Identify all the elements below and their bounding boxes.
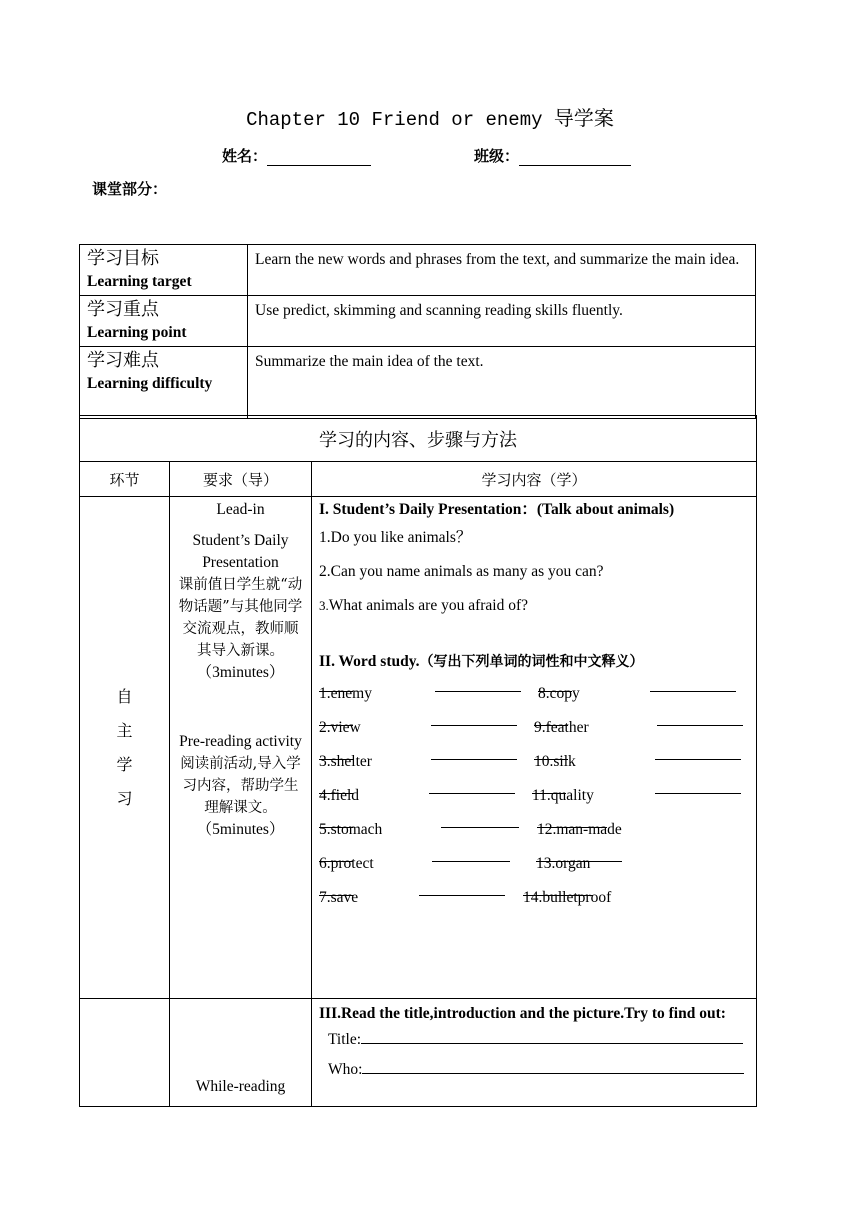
page-title: Chapter 10 Friend or enemy 导学案 <box>246 106 614 131</box>
header-content: 学习内容（学） <box>312 462 757 497</box>
name-field <box>222 145 371 166</box>
name-blank[interactable] <box>267 149 371 166</box>
objective-text: Summarize the main idea of the text. <box>248 347 756 419</box>
section-label: 课堂部分： <box>92 180 168 198</box>
who-field: Who: <box>319 1055 749 1085</box>
leadin-desc: 课前值日学生就“动物话题”与其他同学交流观点，教师顺其导入新课。 <box>178 577 303 659</box>
content-heading: 学习的内容、步骤与方法 <box>80 416 757 462</box>
word-blank[interactable] <box>655 745 741 760</box>
word-blank[interactable] <box>441 813 519 828</box>
word-row: 5.stomach 12.man-made <box>319 813 749 847</box>
who-blank[interactable] <box>362 1059 744 1074</box>
word-blank[interactable] <box>537 813 607 828</box>
content-table <box>79 415 757 1107</box>
while-reading-label: While-reading <box>195 1078 286 1095</box>
word-blank[interactable] <box>534 711 568 726</box>
word-blank[interactable] <box>432 847 510 862</box>
objective-text: Use predict, skimming and scanning reading skills fluently. <box>248 296 756 347</box>
prereading-title: Pre-reading activity <box>179 733 302 750</box>
word-row: 2.view 9.feather <box>319 711 749 745</box>
question-item: 3.What animals are you afraid of? <box>319 597 529 614</box>
content-cell <box>312 999 757 1107</box>
objective-row-point <box>80 296 756 347</box>
prereading-time: （5minutes） <box>196 821 285 838</box>
leadin-title: Lead-in <box>216 501 265 518</box>
word-blank[interactable] <box>429 779 515 794</box>
part1-heading: I. Student’s Daily Presentation：(Talk about animals) <box>319 501 675 518</box>
word-row: 6.protect 13.organ <box>319 847 749 881</box>
word-list <box>319 677 749 915</box>
class-blank[interactable] <box>519 149 631 166</box>
word-row: 7.save 14.bulletproof <box>319 881 749 915</box>
word-blank[interactable] <box>319 847 353 862</box>
prereading-desc: 阅读前活动,导入学习内容，帮助学生理解课文。 <box>180 756 301 816</box>
objective-label: 学习重点 Learning point <box>80 296 248 347</box>
word-row: 4.field 11.quality <box>319 779 749 813</box>
word-blank[interactable] <box>532 779 566 794</box>
stage-cell-empty <box>80 999 170 1107</box>
word-row: 1.enemy 8.copy <box>319 677 749 711</box>
objective-label: 学习难点 Learning difficulty <box>80 347 248 419</box>
content-cell <box>312 497 757 999</box>
title-field: Title: <box>319 1025 749 1055</box>
class-label: 班级： <box>474 147 520 165</box>
word-blank[interactable] <box>319 813 353 828</box>
word-blank[interactable] <box>319 677 353 692</box>
objective-row-target <box>80 245 756 296</box>
leadin-subtitle: Student’s Daily Presentation <box>192 532 289 571</box>
objective-row-difficulty <box>80 347 756 419</box>
name-label: 姓名： <box>222 147 268 165</box>
objective-text: Learn the new words and phrases from the text, and summarize the main idea. <box>248 245 756 296</box>
word-blank[interactable] <box>523 881 593 896</box>
self-study-label: 自 主 学 习 <box>80 497 170 999</box>
objective-label: 学习目标 Learning target <box>80 245 248 296</box>
class-field <box>474 145 631 166</box>
word-blank[interactable] <box>534 745 568 760</box>
word-blank[interactable] <box>319 779 353 794</box>
word-blank[interactable] <box>538 677 572 692</box>
word-blank[interactable] <box>431 711 517 726</box>
word-blank[interactable] <box>655 779 741 794</box>
word-blank[interactable] <box>419 881 505 896</box>
header-stage: 环节 <box>80 462 170 497</box>
question-item: 2.Can you name animals as many as you can? <box>319 563 604 580</box>
objectives-table <box>79 244 756 419</box>
word-blank[interactable] <box>657 711 743 726</box>
word-blank[interactable] <box>319 881 353 896</box>
part2-heading: II. Word study.（写出下列单词的词性和中文释义） <box>319 653 644 670</box>
word-row: 3.shelter 10.silk <box>319 745 749 779</box>
requirement-cell <box>170 497 312 999</box>
header-requirement: 要求（导） <box>170 462 312 497</box>
word-blank[interactable] <box>431 745 517 760</box>
word-blank[interactable] <box>435 677 521 692</box>
part3-heading: III.Read the title,introduction and the picture.Try to find out: <box>319 1005 726 1022</box>
word-blank[interactable] <box>536 847 622 862</box>
word-blank[interactable] <box>650 677 736 692</box>
word-blank[interactable] <box>319 745 353 760</box>
word-blank[interactable] <box>319 711 353 726</box>
leadin-time: （3minutes） <box>196 664 285 681</box>
requirement-cell <box>170 999 312 1107</box>
question-item: 1.Do you like animals？ <box>319 529 472 546</box>
title-blank[interactable] <box>361 1029 743 1044</box>
